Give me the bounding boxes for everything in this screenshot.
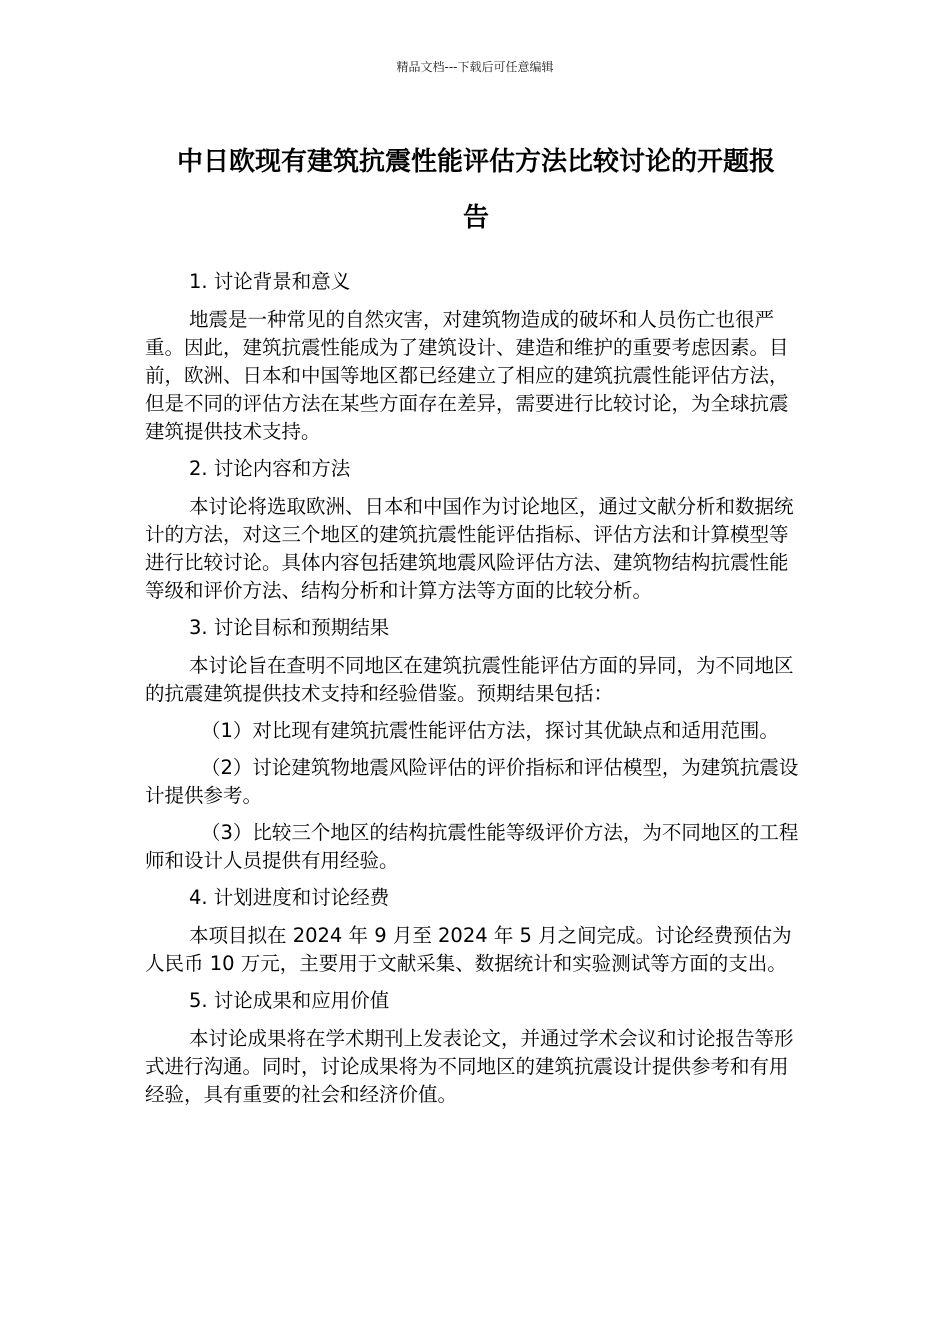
list-item: （2）讨论建筑物地震风险评估的评价指标和评估模型，为建筑抗震设计提供参考。 bbox=[145, 756, 799, 807]
section-4-heading: 4. 计划进度和讨论经费 bbox=[189, 886, 390, 909]
title-line-2: 告 bbox=[462, 203, 489, 233]
document-title bbox=[145, 134, 807, 246]
section-3-paragraph: 本讨论旨在查明不同地区在建筑抗震性能评估方面的异同，为不同地区的抗震建筑提供技术支持和经验借鉴。预期结果包括： bbox=[145, 654, 794, 705]
document-body bbox=[145, 268, 807, 1118]
section-2-paragraph: 本讨论将选取欧洲、日本和中国作为讨论地区，通过文献分析和数据统计的方法，对这三个地区的建筑抗震性能评估指标、评估方法和计算模型等进行比较讨论。具体内容包括建筑地震风险评估方法、建筑物结构抗震性能等级和评价方法、结构分析和计算方法等方面的比较分析。 bbox=[145, 495, 794, 602]
section-3-heading: 3. 讨论目标和预期结果 bbox=[189, 616, 390, 639]
list-item: （1）对比现有建筑抗震性能评估方法，探讨其优缺点和适用范围。 bbox=[201, 719, 779, 742]
section-1-paragraph: 地震是一种常见的自然灾害，对建筑物造成的破坏和人员伤亡也很严重。因此，建筑抗震性能成为了建筑设计、建造和维护的重要考虑因素。目前，欧洲、日本和中国等地区都已经建立了相应的建筑抗震性能评估方法，但是不同的评估方法在某些方面存在差异，需要进行比较讨论，为全球抗震建筑提供技术支持。 bbox=[145, 308, 789, 443]
title-line-1: 中日欧现有建筑抗震性能评估方法比较讨论的开题报 bbox=[176, 147, 775, 177]
list-item: （3）比较三个地区的结构抗震性能等级评价方法，为不同地区的工程师和设计人员提供有用经验。 bbox=[145, 821, 799, 872]
page-header: 精品文档---下载后可任意编辑 bbox=[396, 60, 554, 74]
section-5-paragraph: 本讨论成果将在学术期刊上发表论文，并通过学术会议和讨论报告等形式进行沟通。同时，讨论成果将为不同地区的建筑抗震设计提供参考和有用经验，具有重要的社会和经济价值。 bbox=[145, 1027, 794, 1106]
section-4-paragraph: 本项目拟在 2024 年 9 月至 2024 年 5 月之间完成。讨论经费预估为人民币 10 万元，主要用于文献采集、数据统计和实验测试等方面的支出。 bbox=[145, 924, 792, 975]
section-1-heading: 1. 讨论背景和意义 bbox=[189, 270, 351, 293]
section-2-heading: 2. 讨论内容和方法 bbox=[189, 457, 351, 480]
section-5-heading: 5. 讨论成果和应用价值 bbox=[189, 989, 390, 1012]
